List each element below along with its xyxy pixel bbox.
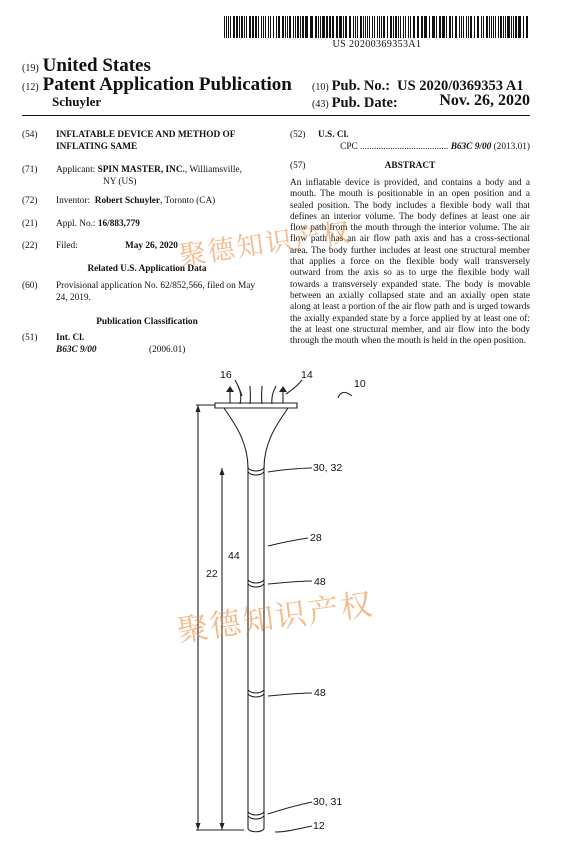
leader-12 <box>275 826 312 832</box>
barcode-bar <box>403 16 404 38</box>
barcode-bar <box>318 16 319 38</box>
barcode-bar <box>513 16 514 38</box>
header-inventor: Schuyler <box>52 94 102 109</box>
barcode-bar <box>489 16 490 38</box>
applicant-location-2: NY (US) <box>103 176 137 187</box>
barcode-bar <box>265 16 266 38</box>
body-flare-right <box>264 408 288 468</box>
pub-no-code: (10) <box>312 82 329 93</box>
us-cl-code: (52) <box>290 130 306 140</box>
barcode-bar <box>505 16 506 38</box>
barcode-bar <box>339 16 342 38</box>
related-data-heading: Related U.S. Application Data <box>87 264 207 274</box>
barcode-bar <box>439 16 441 38</box>
barcode-bar <box>387 16 388 38</box>
provisional-line-1: Provisional application No. 62/852,566, filed on May <box>56 281 256 291</box>
int-cl-year: (2006.01) <box>149 344 186 355</box>
barcode-bar <box>326 16 328 38</box>
barcode-bar <box>372 16 373 38</box>
barcode-bar <box>491 16 492 38</box>
barcode-bar <box>493 16 494 38</box>
filed-code: (22) <box>22 241 38 251</box>
barcode-bar <box>302 16 304 38</box>
abstract-code: (57) <box>290 161 306 171</box>
leader-48a <box>268 581 312 584</box>
watermark-lower: 聚德知识产权 <box>174 586 377 650</box>
barcode-bar <box>241 16 243 38</box>
barcode-bar <box>459 16 460 38</box>
barcode-bar <box>500 16 502 38</box>
pub-date-code: (43) <box>312 99 329 110</box>
header-divider <box>22 115 530 116</box>
barcode-bar <box>336 16 338 38</box>
publication-number-under-barcode: US 20200369353A1 <box>332 39 422 50</box>
barcode-bar <box>495 16 496 38</box>
barcode-bar <box>268 16 269 38</box>
abstract-heading: ABSTRACT <box>384 161 436 171</box>
title-line-1: INFLATABLE DEVICE AND METHOD OF <box>56 130 236 140</box>
barcode-bar <box>332 16 334 38</box>
barcode-bar <box>305 16 308 38</box>
barcode-bar <box>507 16 510 38</box>
barcode-bar <box>466 16 467 38</box>
barcode-bar <box>310 16 313 38</box>
ref-10: 10 <box>354 378 366 390</box>
barcode-bar <box>252 16 254 38</box>
barcode-bar <box>390 16 392 38</box>
barcode-bar <box>246 16 247 38</box>
barcode-bar <box>377 16 378 38</box>
int-cl-class: B63C 9/00 <box>56 344 97 355</box>
barcode-bar <box>224 16 225 38</box>
barcode-bar <box>261 16 262 38</box>
barcode-bar <box>468 16 469 38</box>
ref-48-lower: 48 <box>314 687 326 699</box>
barcode-bar <box>369 16 370 38</box>
barcode-bar <box>249 16 251 38</box>
leader-48b <box>268 693 312 696</box>
barcode-bar <box>300 16 301 38</box>
barcode-bar <box>233 16 235 38</box>
barcode-bar <box>383 16 385 38</box>
barcode-bar <box>405 16 406 38</box>
barcode-bar <box>282 16 284 38</box>
applicant-name: SPIN MASTER, INC. <box>97 165 185 175</box>
structural-ring-2 <box>248 690 264 697</box>
barcode-bar <box>360 16 362 38</box>
ref-12: 12 <box>313 820 325 832</box>
barcode-bar <box>442 16 445 38</box>
barcode-bar <box>429 16 430 38</box>
barcode-bar <box>413 16 415 38</box>
cpc-label: CPC <box>340 141 358 152</box>
barcode-bar <box>518 16 521 38</box>
barcode-bar <box>353 16 354 38</box>
inventor-label: Inventor: <box>56 196 91 206</box>
barcode-bar <box>483 16 484 38</box>
structural-ring-1 <box>248 580 264 587</box>
barcode-bar <box>357 16 358 38</box>
inventor-code: (72) <box>22 196 38 206</box>
applicant-location-1: , Williamsville, <box>184 165 242 175</box>
barcode-bar <box>355 16 356 38</box>
pub-no-label: Pub. No.: <box>331 78 391 94</box>
barcode-bar <box>278 16 280 38</box>
pub-date-label: Pub. Date: <box>331 95 398 111</box>
barcode-bar <box>379 16 380 38</box>
body-flare-left <box>224 408 248 468</box>
barcode-bar <box>270 16 271 38</box>
publication-type: Patent Application Publication <box>42 74 292 95</box>
barcode-bar <box>276 16 277 38</box>
structural-ring-bottom <box>248 812 264 819</box>
watermark-upper: 聚德知识产权 <box>177 217 354 272</box>
barcode-bar <box>515 16 517 38</box>
provisional-line-2: 24, 2019. <box>56 292 91 303</box>
barcode-bar <box>226 16 227 38</box>
ref-22: 22 <box>206 568 218 580</box>
barcode-bar <box>503 16 504 38</box>
inventor-location: , Toronto (CA) <box>160 196 216 206</box>
barcode-bar <box>526 16 528 38</box>
leader-30-32 <box>268 468 312 472</box>
barcode-bar <box>367 16 368 38</box>
barcode-bar <box>285 16 286 38</box>
barcode-bar <box>263 16 264 38</box>
barcode-bar <box>297 16 299 38</box>
barcode-bar <box>398 16 399 38</box>
barcode-bar <box>470 16 472 38</box>
cpc-dots: ...................................... <box>360 141 449 152</box>
leader-14 <box>286 380 302 394</box>
barcode-bar <box>393 16 394 38</box>
barcode-bar <box>452 16 453 38</box>
body-bottom <box>248 828 264 832</box>
cpc-class: B63C 9/00 <box>450 141 492 152</box>
barcode-bar <box>329 16 331 38</box>
barcode-bar <box>365 16 366 38</box>
barcode-bar <box>293 16 294 38</box>
barcode-bar <box>449 16 451 38</box>
barcode-bar <box>349 16 351 38</box>
barcode-bar <box>498 16 499 38</box>
ref-16: 16 <box>220 369 232 381</box>
barcode-bar <box>230 16 231 38</box>
barcode-bar <box>477 16 479 38</box>
barcode-bar <box>273 16 274 38</box>
barcode-bar <box>363 16 364 38</box>
pub-no-value: US 2020/0369353 A1 <box>397 78 524 94</box>
barcode-bar <box>410 16 411 38</box>
country-name: United States <box>42 55 151 76</box>
barcode-bar <box>455 16 457 38</box>
publication-type-code: (12) <box>22 82 39 93</box>
barcode-bar <box>287 16 288 38</box>
applicant-label: Applicant: <box>56 165 96 175</box>
country-code: (19) <box>22 63 39 74</box>
ref-44: 44 <box>228 550 240 562</box>
title-line-2: INFLATING SAME <box>56 141 138 152</box>
barcode-bar <box>244 16 245 38</box>
barcode-bar <box>474 16 475 38</box>
pub-date-value: Nov. 26, 2020 <box>439 92 530 109</box>
barcode-bar <box>395 16 397 38</box>
barcode-bar <box>228 16 229 38</box>
barcode-bar <box>374 16 375 38</box>
barcode-bar <box>236 16 238 38</box>
barcode-bar <box>322 16 325 38</box>
filed-label: Filed: <box>56 241 78 251</box>
barcode-bar <box>255 16 257 38</box>
title-code: (54) <box>22 130 38 140</box>
barcode-bar <box>424 16 427 38</box>
ref-48-upper: 48 <box>314 576 326 588</box>
barcode-bar <box>320 16 321 38</box>
appl-number: 16/883,779 <box>97 219 140 229</box>
publication-type-line <box>22 74 292 96</box>
barcode-bar <box>421 16 423 38</box>
leader-16 <box>235 380 242 396</box>
barcode-bar <box>258 16 259 38</box>
publication-date-line <box>312 94 398 112</box>
publication-classification-heading: Publication Classification <box>96 317 198 327</box>
cpc-year: (2013.01) <box>493 141 530 152</box>
ref-30-31: 30, 31 <box>313 796 343 808</box>
barcode-bar <box>463 16 464 38</box>
abstract-text: An inflatable device is provided, and contains a body and a mouth. The mouth is positionable in an open position and a sealed position. The body includes a flexible body wall that defines an interior volume. The body defines at least one air flow path from the mouth through the interior volume. The air flow path has an air flow path axis and has a cross-sectional area. The body further includes at least one structural member that applies a force on the flexible body wall transversely outward from the axis so as to urge the flexible body wall towards a transversely expanded state. The body is movable between an axially collapsed state and an axially open state along at least a portion of the air flow path and is urged towards the axially expanded state by a force applied by at least one of: the at least one structural member, and air flow into the body through the mouth when the mouth is held in the open position. <box>290 178 530 347</box>
leader-30-31 <box>268 802 312 814</box>
barcode-bar <box>400 16 401 38</box>
ref-14: 14 <box>301 369 313 381</box>
barcode-bar <box>408 16 409 38</box>
barcode-bar <box>461 16 462 38</box>
airflow-lines <box>238 386 276 404</box>
barcode-bar <box>481 16 482 38</box>
barcode-bar <box>446 16 447 38</box>
inventor-name: Robert Schuyler <box>94 196 161 206</box>
applicant-code: (71) <box>22 165 38 175</box>
provisional-code: (60) <box>22 281 38 291</box>
barcode-bar <box>289 16 291 38</box>
structural-ring-top <box>248 468 264 475</box>
ref-28: 28 <box>310 532 322 544</box>
barcode-bar <box>417 16 419 38</box>
int-cl-label: Int. Cl. <box>56 333 85 343</box>
barcode-bar <box>486 16 488 38</box>
mouth-flange <box>215 403 297 408</box>
appl-label: Appl. No.: <box>56 219 96 229</box>
barcode-bar <box>345 16 347 38</box>
barcode-bar <box>523 16 524 38</box>
appl-code: (21) <box>22 219 38 229</box>
barcode-bar <box>343 16 344 38</box>
leader-10 <box>338 392 352 398</box>
barcode <box>224 16 530 38</box>
barcode-bar <box>511 16 512 38</box>
barcode-bar <box>239 16 240 38</box>
barcode-bar <box>436 16 437 38</box>
barcode-bar <box>432 16 435 38</box>
barcode-bar <box>295 16 296 38</box>
leader-28 <box>268 538 308 546</box>
filed-date: May 26, 2020 <box>125 241 178 251</box>
barcode-bar <box>381 16 382 38</box>
us-cl-label: U.S. Cl. <box>318 130 349 140</box>
barcode-bar <box>315 16 317 38</box>
int-cl-code: (51) <box>22 333 38 343</box>
ref-30-32: 30, 32 <box>313 462 343 474</box>
